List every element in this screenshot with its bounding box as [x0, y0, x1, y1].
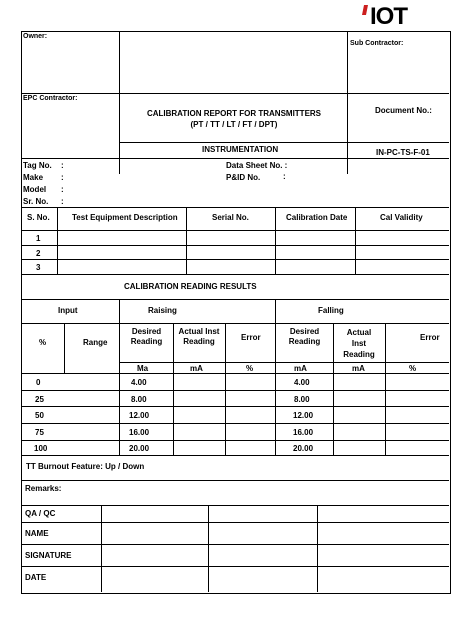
col-error-falling: Error — [420, 333, 440, 342]
epc-contractor-label: EPC Contractor: — [23, 95, 78, 102]
unit-actual-falling: mA — [352, 364, 365, 373]
unit-error: % — [246, 364, 254, 373]
col-desired-reading-falling — [276, 327, 333, 347]
section-label: INSTRUMENTATION — [202, 145, 279, 154]
unit-desired: Ma — [137, 364, 149, 373]
row-percent: 0 — [36, 378, 41, 387]
row-percent: 100 — [34, 444, 48, 453]
col-error-raising: Error — [241, 333, 261, 342]
colon: : — [61, 185, 64, 194]
signature-label: SIGNATURE — [25, 551, 72, 560]
col-actual-inst-reading-falling — [333, 327, 385, 360]
name-label: NAME — [25, 529, 49, 538]
model-label: Model — [23, 185, 47, 194]
col-test-equipment: Test Equipment Description — [72, 213, 178, 222]
row-desired-falling: 12.00 — [293, 411, 314, 420]
document-no-label: Document No.: — [375, 106, 432, 115]
equipment-row-number: 1 — [36, 234, 41, 243]
colon: : — [61, 161, 64, 170]
row-desired: 20.00 — [129, 444, 150, 453]
report-title-line1: CALIBRATION REPORT FOR TRANSMITTERS — [146, 109, 322, 118]
colon: : — [61, 173, 64, 182]
ref-fields — [226, 160, 287, 184]
qa-qc-label: QA / QC — [25, 509, 56, 518]
date-label: DATE — [25, 573, 47, 582]
colon: : — [61, 197, 64, 206]
report-title-line2: (PT / TT / LT / FT / DPT) — [190, 120, 278, 129]
row-desired-falling: 16.00 — [293, 428, 314, 437]
row-desired-falling: 4.00 — [294, 378, 310, 387]
unit-desired-falling: mA — [294, 364, 307, 373]
reading-label: Reading — [130, 337, 163, 346]
reading-label: Reading — [183, 337, 215, 346]
data-sheet-no-label: Data Sheet No. : — [226, 161, 288, 170]
row-desired: 12.00 — [129, 411, 150, 420]
row-percent: 75 — [35, 428, 44, 437]
results-title: CALIBRATION READING RESULTS — [124, 282, 257, 291]
col-percent: % — [39, 338, 47, 347]
row-desired: 16.00 — [129, 428, 150, 437]
burnout-feature: TT Burnout Feature: Up / Down — [26, 462, 145, 471]
owner-label: Owner: — [23, 33, 48, 40]
report-title — [120, 108, 348, 130]
company-logo — [360, 3, 450, 29]
unit-error-falling: % — [409, 364, 417, 373]
equipment-row-number: 2 — [36, 249, 41, 258]
inst-label: Inst — [351, 339, 367, 348]
raising-label: Raising — [148, 306, 177, 315]
logo-text: IOT — [370, 3, 407, 30]
row-desired-falling: 20.00 — [293, 444, 314, 453]
reading-label: Reading — [288, 337, 321, 346]
actual-inst-label: Actual Inst — [178, 327, 220, 336]
make-label: Make — [23, 173, 44, 182]
pid-no-label: P&ID No. — [226, 173, 261, 182]
col-cal-validity: Cal Validity — [380, 213, 423, 222]
row-percent: 50 — [35, 411, 44, 420]
remarks-label: Remarks: — [25, 484, 62, 493]
row-desired: 4.00 — [131, 378, 147, 387]
input-label: Input — [58, 306, 78, 315]
desired-label: Desired — [289, 327, 320, 336]
desired-label: Desired — [131, 327, 162, 336]
falling-label: Falling — [318, 306, 344, 315]
sr-no-label: Sr. No. — [23, 197, 49, 206]
document-code: IN-PC-TS-F-01 — [376, 148, 430, 157]
row-percent: 25 — [35, 395, 44, 404]
tag-fields — [23, 160, 52, 208]
actual-label: Actual — [346, 328, 372, 337]
tag-no-label: Tag No. — [23, 161, 52, 170]
col-actual-inst-reading — [173, 327, 225, 347]
row-desired: 8.00 — [131, 395, 147, 404]
pid-colon: : — [283, 172, 286, 181]
unit-actual: mA — [190, 364, 203, 373]
col-desired-reading — [120, 327, 173, 347]
equipment-row-number: 3 — [36, 263, 41, 272]
col-calibration-date: Calibration Date — [286, 213, 348, 222]
row-desired-falling: 8.00 — [294, 395, 310, 404]
subcontractor-label: Sub Contractor: — [350, 40, 404, 47]
reading-label: Reading — [343, 350, 375, 359]
tag-field-colons — [61, 160, 64, 208]
col-range: Range — [83, 338, 108, 347]
col-sno: S. No. — [27, 213, 50, 222]
col-serial-no: Serial No. — [212, 213, 249, 222]
